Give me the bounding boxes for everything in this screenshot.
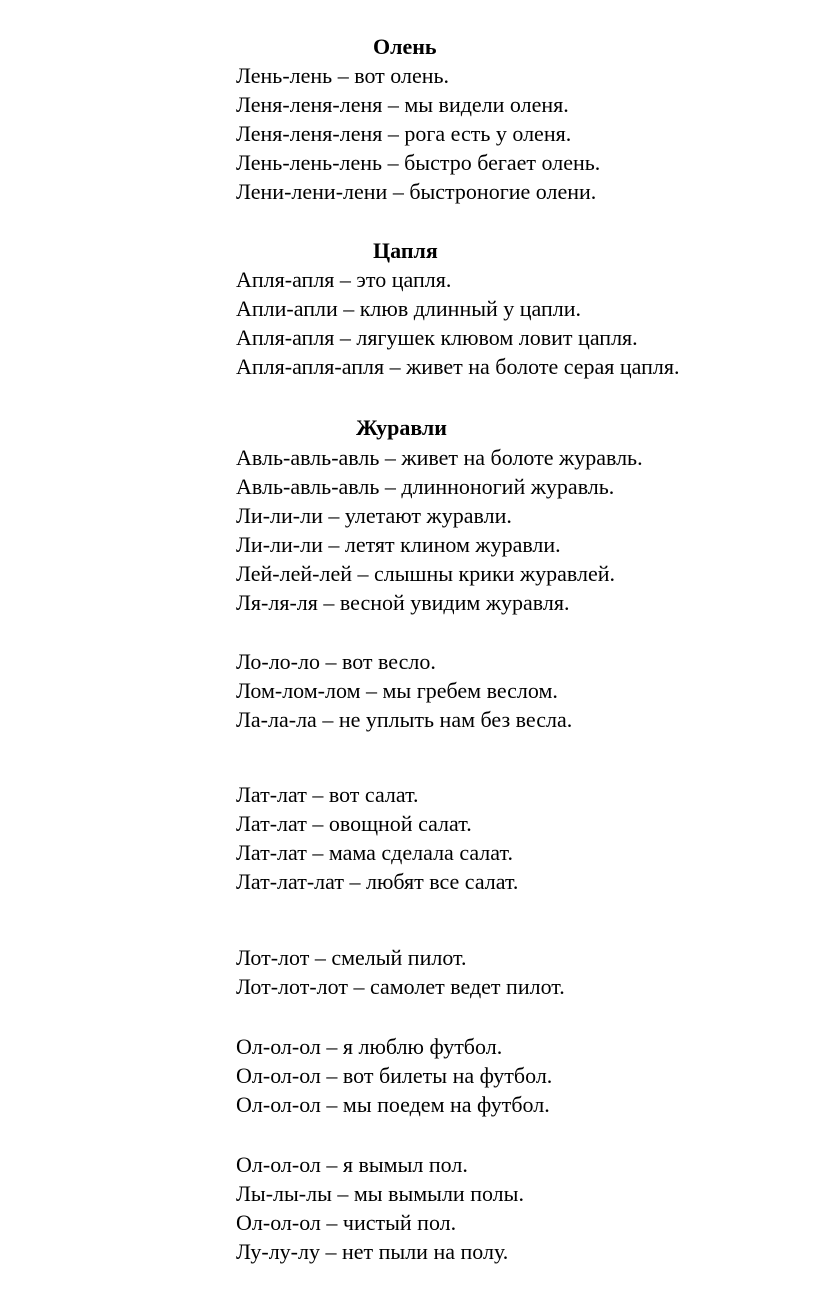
text-line: Лу-лу-лу – нет пыли на полу. [236,1239,509,1264]
text-line: Апля-апля-апля – живет на болоте серая цапля. [236,354,680,379]
text-line: Лом-лом-лом – мы гребем веслом. [236,678,558,703]
text-line: Апля-апля – лягушек клювом ловит цапля. [236,325,638,350]
text-line: Леня-леня-леня – рога есть у оленя. [236,121,572,146]
text-line: Лот-лот-лот – самолет ведет пилот. [236,974,565,999]
text-line: Лот-лот – смелый пилот. [236,945,467,970]
text-line: Лень-лень – вот олень. [236,63,450,88]
text-line: Лат-лат-лат – любят все салат. [236,869,519,894]
text-line: Ло-ло-ло – вот весло. [236,649,436,674]
text-line: Лени-лени-лени – быстроногие олени. [236,179,597,204]
text-line: Ол-ол-ол – мы поедем на футбол. [236,1092,550,1117]
text-line: Ли-ли-ли – летят клином журавли. [236,532,561,557]
text-line: Лы-лы-лы – мы вымыли полы. [236,1181,524,1206]
section-title-tsaplya: Цапля [373,238,438,263]
section-title-zhuravli: Журавли [356,415,447,440]
text-line: Ол-ол-ол – вот билеты на футбол. [236,1063,553,1088]
text-line: Ля-ля-ля – весной увидим журавля. [236,590,570,615]
text-line: Авль-авль-авль – живет на болоте журавль. [236,445,643,470]
text-line: Ол-ол-ол – я вымыл пол. [236,1152,468,1177]
text-line: Ол-ол-ол – чистый пол. [236,1210,457,1235]
text-line: Ол-ол-ол – я люблю футбол. [236,1034,503,1059]
text-line: Лей-лей-лей – слышны крики журавлей. [236,561,616,586]
text-line: Авль-авль-авль – длинноногий журавль. [236,474,615,499]
text-line: Лат-лат – овощной салат. [236,811,472,836]
text-line: Леня-леня-леня – мы видели оленя. [236,92,569,117]
text-line: Лат-лат – мама сделала салат. [236,840,513,865]
text-line: Лень-лень-лень – быстро бегает олень. [236,150,601,175]
text-line: Апля-апля – это цапля. [236,267,452,292]
text-line: Ли-ли-ли – улетают журавли. [236,503,512,528]
section-title-olen: Олень [373,34,437,59]
text-line: Лат-лат – вот салат. [236,782,419,807]
text-line: Ла-ла-ла – не уплыть нам без весла. [236,707,573,732]
text-line: Апли-апли – клюв длинный у цапли. [236,296,582,321]
